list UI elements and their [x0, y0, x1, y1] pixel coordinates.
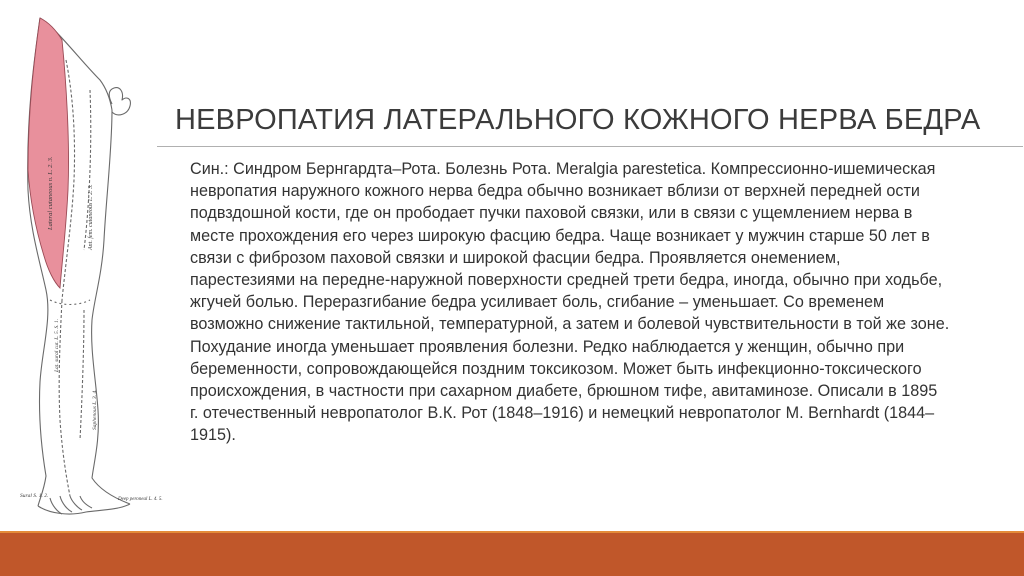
label-sural: Sural S. 1. 2. — [20, 493, 49, 499]
label-deep-peroneal: Deep peroneal L. 4. 5. — [118, 497, 163, 502]
label-lateral-sural: Lat. sural cut. L. 5. S. 1. — [54, 318, 60, 372]
slide-title: НЕВРОПАТИЯ ЛАТЕРАЛЬНОГО КОЖНОГО НЕРВА БЕДРА — [175, 104, 981, 136]
label-saphenous: Saphenous L. 3. 4. — [92, 389, 98, 430]
footer-accent-bar — [0, 533, 1024, 576]
lateral-cutaneous-zone — [28, 18, 69, 288]
label-lateral-cutaneous: Lateral cutaneous n. L. 2. 3. — [47, 156, 54, 230]
label-anterior-cutaneous: Ant. fem. cutaneous L. 2. 3. — [88, 184, 94, 250]
slide-body-text: Син.: Синдром Бернгардта–Рота. Болезнь Рота. Meralgia parestetica. Компрессионно-ишемическая невропатия наружного кожного нерва бедра обычно возникает вблизи от верхней передней ости подвздошной кости, где он прободает пучки паховой связки, или в связи с ущемлением нерва в месте прохождения его через широкую фасцию бедра. Чаще возникает у мужчин старше 50 лет в связи с фиброзом паховой связки и широкой фасции бедра. Проявляется онемением, парестезиями на передне-наружной поверхности средней трети бедра, иногда, обычно при ходьбе, жгучей болью. Переразгибание бедра усиливает боль, сгибание – уменьшает. Со временем возможно снижение тактильной, температурной, а затем и болевой чувствительности в той же зоне. Похудание иногда уменьшает проявления болезни. Редко наблюдается у женщин, обычно при беременности, сопровождающейся поздним токсикозом. Может быть инфекционно-токсического происхождения, в частности при сахарном диабете, брюшном тифе, авитаминозе. Описали в 1895 г. отечественный невропатолог В.К. Рот (1848–1916) и немецкий невропатолог M. Bernhardt (1844–1915). — [190, 160, 950, 445]
title-divider — [157, 146, 1023, 147]
leg-nerve-illustration — [0, 0, 165, 532]
